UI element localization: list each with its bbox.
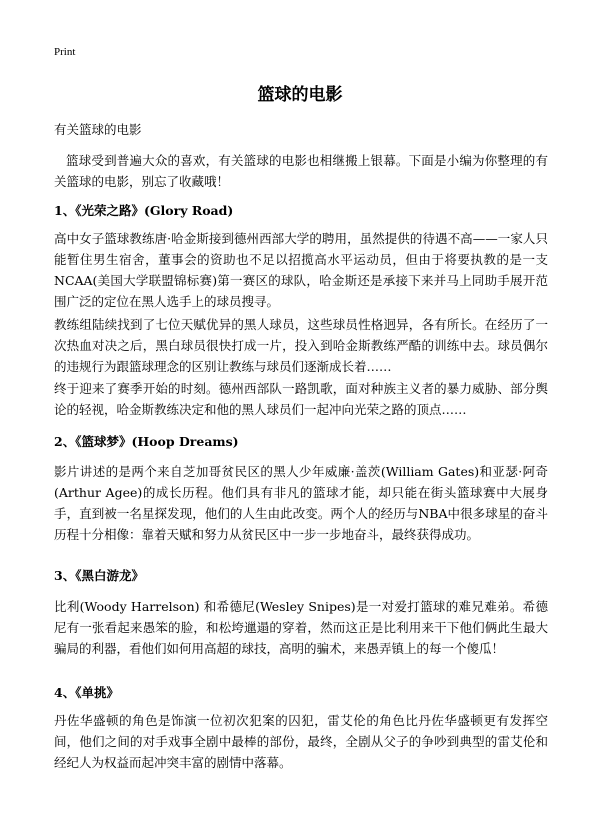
section-heading-4: 4、《单挑》	[54, 685, 119, 700]
section-heading-1: 1、《光荣之路》(Glory Road)	[54, 203, 234, 218]
section-heading-3: 3、《黑白游龙》	[54, 568, 144, 583]
print-link[interactable]: Print	[54, 46, 76, 58]
section-1-paragraph-3: 终于迎来了赛季开始的时刻。德州西部队一路凯歌，面对种族主义者的暴力威胁、部分舆论的轻视，哈金斯教练决定和他的黑人球员们一起冲向光荣之路的顶点……	[54, 381, 548, 417]
subtitle: 有关篮球的电影	[54, 122, 142, 137]
intro-paragraph: 篮球受到普遍大众的喜欢，有关篮球的电影也相继搬上银幕。下面是小编为你整理的有关篮球的电影，别忘了收藏哦！	[54, 153, 548, 189]
page-title: 篮球的电影	[257, 85, 343, 105]
section-1-paragraph-1: 高中女子篮球教练唐·哈金斯接到德州西部大学的聘用，虽然提供的待遇不高——一家人只能暂住男生宿舍，董事会的资助也不足以招揽高水平运动员，但由于将要执教的是一支NCAA(美国大学联盟锦标赛)第一赛区的球队，哈金斯还是承接下来并马上同助手展开范围广泛的定位在黑人选手上的球员搜寻。	[54, 231, 548, 309]
section-heading-2: 2、《篮球梦》(Hoop Dreams)	[54, 434, 239, 449]
section-2-paragraph-1: 影片讲述的是两个来自芝加哥贫民区的黑人少年威廉·盖茨(William Gates)和亚瑟·阿奇(Arthur Agee)的成长历程。他们具有非凡的篮球才能，却只能在街头篮球赛中大展身手，直到被一名星探发现，他们的人生由此改变。两个人的经历与NBA中很多球星的奋斗历程十分相像：靠着天赋和努力从贫民区中一步一步地奋斗，最终获得成功。	[54, 464, 548, 542]
section-3-paragraph-1: 比利(Woody Harrelson) 和希德尼(Wesley Snipes)是一对爱打篮球的难兄难弟。希德尼有一张看起来愚笨的脸，和松垮邋遢的穿着，然而这正是比利用来干下他们俩此生最大骗局的利器，看他们如何用高超的球技，高明的骗术，来愚弄镇上的每一个傻瓜！	[54, 599, 548, 656]
section-1-paragraph-2: 教练组陆续找到了七位天赋优异的黑人球员，这些球员性格迥异，各有所长。在经历了一次热血对决之后，黑白球员很快打成一片，投入到哈金斯教练严酷的训练中去。球员偶尔的违规行为跟篮球理念的区别让教练与球员们逐渐成长着……	[54, 317, 548, 374]
section-4-paragraph-1: 丹佐华盛顿的角色是饰演一位初次犯案的囚犯，雷艾伦的角色比丹佐华盛顿更有发挥空间，他们之间的对手戏事全剧中最棒的部份，最终，全剧从父子的争吵到典型的雷艾伦和经纪人为权益而起冲突丰富的剧情中落幕。	[54, 713, 548, 770]
